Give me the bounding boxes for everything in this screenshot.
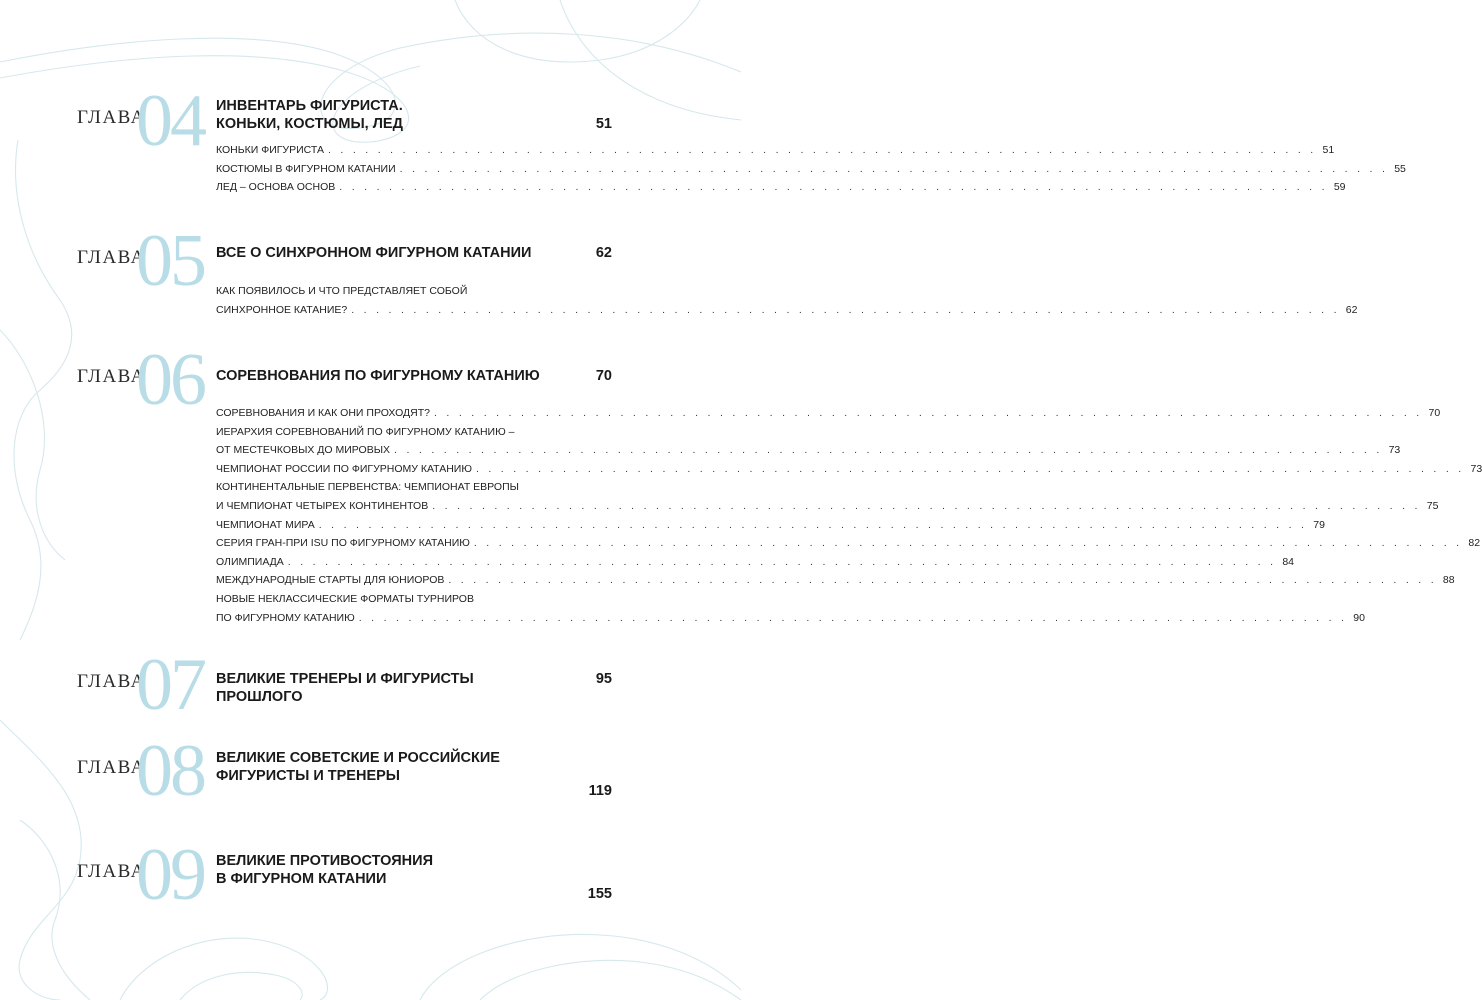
section-title-line: МЕЖДУНАРОДНЫЕ СТАРТЫ ДЛЯ ЮНИОРОВ [216,574,445,587]
section-page-number: 59 [1333,181,1346,194]
chapter-title-line: ИНВЕНТАРЬ ФИГУРИСТА. [216,98,403,114]
chapter-title-link[interactable] [216,670,546,706]
chapter-title-line: ФИГУРИСТЫ И ТРЕНЕРЫ [216,768,400,784]
section-page-number: 73 [1470,462,1482,475]
dot-leader: . . . . . . . . . . . . . . . . . . . . . . . . . . . . . . . . . . . . . . . . . . . . . . . . . . . . . . . . . . . . . . . . . . . . . . . . . . . . . . . . [358,611,1348,624]
section-entry[interactable] [216,553,1295,572]
section-entry[interactable] [216,423,1401,460]
section-last-line [216,534,1481,553]
swirl-line [20,820,90,1000]
section-title-line: ОЛИМПИАДА [216,555,284,568]
dot-leader: . . . . . . . . . . . . . . . . . . . . . . . . . . . . . . . . . . . . . . . . . . . . . . . . . . . . . . . . . . . . . . . . . . . . . . . . . . . . . . . . [318,518,1308,531]
chapter-page-number: 155 [587,886,612,902]
section-page-number: 88 [1442,574,1455,587]
swirl-line [120,938,328,1000]
dot-leader: . . . . . . . . . . . . . . . . . . . . . . . . . . . . . . . . . . . . . . . . . . . . . . . . . . . . . . . . . . . . . . . . . . . . . . . . . . . . . . . . [473,537,1463,550]
dot-leader: . . . . . . . . . . . . . . . . . . . . . . . . . . . . . . . . . . . . . . . . . . . . . . . . . . . . . . . . . . . . . . . . . . . . . . . . . . . . . . . . [448,574,1437,587]
section-last-line [216,441,1401,460]
section-page-number: 82 [1468,537,1481,550]
section-title-line: ЛЕД – ОСНОВА ОСНОВ [216,181,336,194]
section-list [216,141,1406,197]
dot-leader: . . . . . . . . . . . . . . . . . . . . . . . . . . . . . . . . . . . . . . . . . . . . . . . . . . . . . . . . . . . . . . . . . . . . . . . . . . . . . . . . [327,144,1317,156]
section-entry[interactable] [216,404,1441,423]
chapter-title-line: ВЕЛИКИЕ ПРОТИВОСТОЯНИЯ [216,853,433,869]
section-last-line [216,516,1325,535]
section-last-line [216,301,1358,320]
section-last-line [216,404,1441,423]
chapter-label: ГЛАВА [77,671,146,692]
chapter-title-line: ВСЕ О СИНХРОННОМ ФИГУРНОМ КАТАНИИ [216,245,532,261]
section-title-line: ЧЕМПИОНАТ МИРА [216,518,315,531]
section-title-line: ЧЕМПИОНАТ РОССИИ ПО ФИГУРНОМУ КАТАНИЮ [216,462,472,475]
section-page-number: 51 [1322,144,1335,156]
chapter-number: 08 [136,730,204,812]
section-page-number: 75 [1426,499,1439,512]
section-last-line [216,160,1406,179]
chapter-title-link[interactable] [216,244,546,262]
section-page-number: 55 [1394,162,1406,175]
section-entry[interactable] [216,178,1346,197]
section-title-line: СИНХРОННОЕ КАТАНИЕ? [216,303,348,316]
section-title-line: КОСТЮМЫ В ФИГУРНОМ КАТАНИИ [216,162,396,175]
chapter-title-line: КОНЬКИ, КОСТЮМЫ, ЛЕД [216,116,403,132]
section-entry[interactable] [216,160,1406,179]
swirl-line [420,934,741,1000]
chapter-page-number: 119 [588,783,612,799]
section-last-line [216,178,1346,197]
chapter-title-line: ВЕЛИКИЕ ТРЕНЕРЫ И ФИГУРИСТЫ ПРОШЛОГО [216,671,474,705]
section-last-line [216,141,1335,160]
section-title-line: НОВЫЕ НЕКЛАССИЧЕСКИЕ ФОРМАТЫ ТУРНИРОВ [216,592,474,605]
section-title-line: КОНТИНЕНТАЛЬНЫЕ ПЕРВЕНСТВА: ЧЕМПИОНАТ ЕВРОПЫ [216,481,519,494]
chapter-number: 07 [136,644,204,726]
section-title-line: ИЕРАРХИЯ СОРЕВНОВАНИЙ ПО ФИГУРНОМУ КАТАНИЮ – [216,425,515,438]
section-entry[interactable] [216,282,1358,319]
section-entry[interactable] [216,571,1455,590]
chapter-label: ГЛАВА [77,757,146,778]
chapter-page-number: 51 [595,116,612,132]
swirl-line [14,140,72,640]
section-last-line [216,609,1365,628]
chapter-label: ГЛАВА [77,366,146,387]
section-entry[interactable] [216,141,1335,160]
chapter-title-link[interactable] [216,852,546,888]
chapter-page-number: 70 [595,368,612,384]
chapter-title-link[interactable] [216,97,546,133]
dot-leader: . . . . . . . . . . . . . . . . . . . . . . . . . . . . . . . . . . . . . . . . . . . . . . . . . . . . . . . . . . . . . . . . . . . . . . . . . . . . . . . . [433,407,1423,419]
chapter-title-line: ВЕЛИКИЕ СОВЕТСКИЕ И РОССИЙСКИЕ [216,750,500,766]
section-title-line: ПО ФИГУРНОМУ КАТАНИЮ [216,611,355,624]
section-page-number: 62 [1345,303,1358,316]
section-title-line: СЕРИЯ ГРАН-ПРИ ISU ПО ФИГУРНОМУ КАТАНИЮ [216,537,470,550]
section-last-line [216,571,1455,590]
chapter-label: ГЛАВА [77,861,146,882]
section-last-line [216,553,1295,572]
chapter-page-number: 95 [595,671,612,687]
section-title-line: КОНЬКИ ФИГУРИСТА [216,144,324,156]
section-page-number: 79 [1313,518,1325,531]
dot-leader: . . . . . . . . . . . . . . . . . . . . . . . . . . . . . . . . . . . . . . . . . . . . . . . . . . . . . . . . . . . . . . . . . . . . . . . . . . . . . . . . [339,181,1328,194]
section-title-line: СОРЕВНОВАНИЯ И КАК ОНИ ПРОХОДЯТ? [216,407,430,419]
chapter-number: 09 [136,834,204,916]
section-page-number: 73 [1388,444,1401,457]
section-title-line: КАК ПОЯВИЛОСЬ И ЧТО ПРЕДСТАВЛЯЕТ СОБОЙ [216,285,468,297]
chapter-page-number: 62 [595,245,612,261]
section-last-line [216,497,1439,516]
section-list [216,282,1358,319]
dot-leader: . . . . . . . . . . . . . . . . . . . . . . . . . . . . . . . . . . . . . . . . . . . . . . . . . . . . . . . . . . . . . . . . . . . . . . . . . . . . . . . . [351,303,1340,316]
section-entry[interactable] [216,516,1325,535]
dot-leader: . . . . . . . . . . . . . . . . . . . . . . . . . . . . . . . . . . . . . . . . . . . . . . . . . . . . . . . . . . . . . . . . . . . . . . . . . . . . . . . . [475,462,1465,475]
chapter-number: 06 [136,339,204,421]
chapter-title-line: СОРЕВНОВАНИЯ ПО ФИГУРНОМУ КАТАНИЮ [216,368,540,384]
chapter-title-line: В ФИГУРНОМ КАТАНИИ [216,871,387,887]
section-entry[interactable] [216,478,1439,515]
section-page-number: 70 [1428,407,1441,419]
swirl-line [455,0,700,62]
section-entry[interactable] [216,590,1365,627]
chapter-title-link[interactable] [216,367,546,385]
section-last-line [216,460,1482,479]
dot-leader: . . . . . . . . . . . . . . . . . . . . . . . . . . . . . . . . . . . . . . . . . . . . . . . . . . . . . . . . . . . . . . . . . . . . . . . . . . . . . . . . [432,499,1421,512]
section-page-number: 84 [1282,555,1295,568]
dot-leader: . . . . . . . . . . . . . . . . . . . . . . . . . . . . . . . . . . . . . . . . . . . . . . . . . . . . . . . . . . . . . . . . . . . . . . . . . . . . . . . . [399,162,1389,175]
section-page-number: 90 [1353,611,1365,624]
swirl-line [480,960,741,1000]
swirl-line [0,720,81,1000]
section-list [216,404,1482,627]
swirl-line [180,972,302,1000]
section-entry[interactable] [216,460,1482,479]
swirl-line [560,0,741,120]
dot-leader: . . . . . . . . . . . . . . . . . . . . . . . . . . . . . . . . . . . . . . . . . . . . . . . . . . . . . . . . . . . . . . . . . . . . . . . . . . . . . . . . [287,555,1277,568]
section-title-line: И ЧЕМПИОНАТ ЧЕТЫРЕХ КОНТИНЕНТОВ [216,499,429,512]
chapter-number: 04 [136,80,204,162]
chapter-title-link[interactable] [216,749,546,785]
chapter-number: 05 [136,220,204,302]
section-entry[interactable] [216,534,1481,553]
chapter-label: ГЛАВА [77,107,146,128]
chapter-label: ГЛАВА [77,247,146,268]
section-title-line: ОТ МЕСТЕЧКОВЫХ ДО МИРОВЫХ [216,444,391,457]
dot-leader: . . . . . . . . . . . . . . . . . . . . . . . . . . . . . . . . . . . . . . . . . . . . . . . . . . . . . . . . . . . . . . . . . . . . . . . . . . . . . . . . [394,444,1383,457]
